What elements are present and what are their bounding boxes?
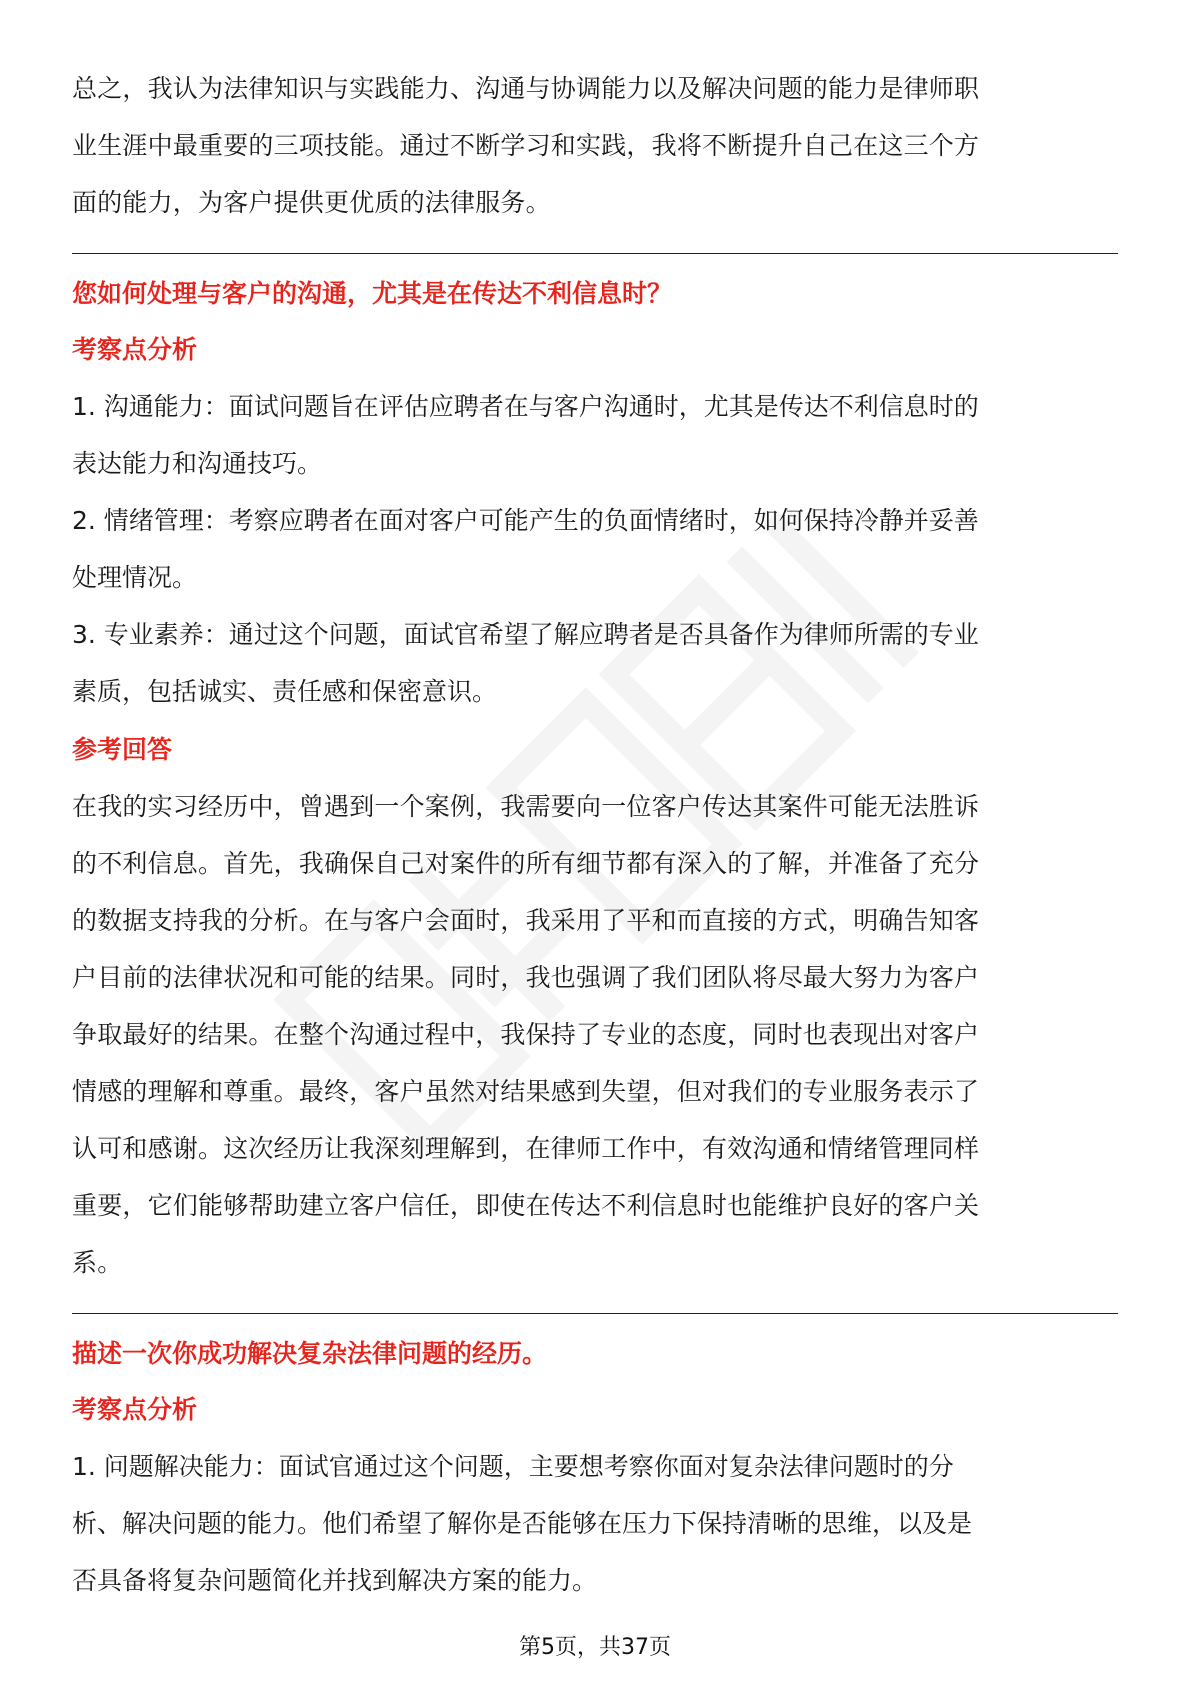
- answer-line: 争取最好的结果。在整个沟通过程中，我保持了专业的态度，同时也表现出对客户: [72, 1020, 980, 1049]
- answer-line: 的数据支持我的分析。在与客户会面时，我采用了平和而直接的方式，明确告知客: [72, 906, 980, 935]
- analysis-line: 素质，包括诚实、责任感和保密意识。: [72, 677, 498, 706]
- analysis-item: [72, 378, 1118, 492]
- question-heading: 您如何处理与客户的沟通，尤其是在传达不利信息时？: [72, 279, 673, 308]
- analysis-line: 否具备将复杂问题简化并找到解决方案的能力。: [72, 1566, 598, 1595]
- answer-line: 在我的实习经历中，曾遇到一个案例，我需要向一位客户传达其案件可能无法胜诉: [72, 792, 980, 821]
- analysis-heading: 考察点分析: [72, 1395, 198, 1424]
- analysis-line: 1. 问题解决能力：面试官通过这个问题，主要想考察你面对复杂法律问题时的分: [72, 1452, 954, 1481]
- answer-line: 系。: [72, 1248, 123, 1277]
- section-divider: [72, 253, 1118, 254]
- analysis-line: 表达能力和沟通技巧。: [72, 449, 323, 478]
- intro-line: 面的能力，为客户提供更优质的法律服务。: [72, 188, 551, 217]
- section-complex-legal-problem: [72, 1326, 1118, 1609]
- document-page: [72, 60, 1118, 1609]
- answer-heading: 参考回答: [72, 735, 173, 764]
- analysis-line: 析、解决问题的能力。他们希望了解你是否能够在压力下保持清晰的思维，以及是: [72, 1509, 973, 1538]
- intro-line: 业生涯中最重要的三项技能。通过不断学习和实践，我将不断提升自己在这三个方: [72, 131, 980, 160]
- section-client-communication: [72, 266, 1118, 1291]
- answer-line: 认可和感谢。这次经历让我深刻理解到，在律师工作中，有效沟通和情绪管理同样: [72, 1134, 980, 1163]
- answer-line: 重要，它们能够帮助建立客户信任，即使在传达不利信息时也能维护良好的客户关: [72, 1191, 980, 1220]
- answer-line: 情感的理解和尊重。最终，客户虽然对结果感到失望，但对我们的专业服务表示了: [72, 1077, 980, 1106]
- section-divider: [72, 1313, 1118, 1314]
- analysis-item: [72, 492, 1118, 606]
- answer-line: 户目前的法律状况和可能的结果。同时，我也强调了我们团队将尽最大努力为客户: [72, 963, 980, 992]
- analysis-line: 2. 情绪管理：考察应聘者在面对客户可能产生的负面情绪时，如何保持冷静并妥善: [72, 506, 979, 535]
- analysis-item: [72, 1438, 1118, 1609]
- question-heading: 描述一次你成功解决复杂法律问题的经历。: [72, 1339, 548, 1368]
- analysis-line: 1. 沟通能力：面试问题旨在评估应聘者在与客户沟通时，尤其是传达不利信息时的: [72, 392, 979, 421]
- answer-line: 的不利信息。首先，我确保自己对案件的所有细节都有深入的了解，并准备了充分: [72, 849, 980, 878]
- analysis-heading: 考察点分析: [72, 335, 198, 364]
- analysis-line: 3. 专业素养：通过这个问题，面试官希望了解应聘者是否具备作为律师所需的专业: [72, 620, 979, 649]
- analysis-item: [72, 606, 1118, 720]
- intro-paragraph: [72, 60, 1118, 231]
- answer-paragraph: [72, 778, 1118, 1291]
- intro-line: 总之，我认为法律知识与实践能力、沟通与协调能力以及解决问题的能力是律师职: [72, 74, 980, 103]
- page-number-footer: 第5页，共37页: [519, 1635, 671, 1660]
- analysis-line: 处理情况。: [72, 563, 198, 592]
